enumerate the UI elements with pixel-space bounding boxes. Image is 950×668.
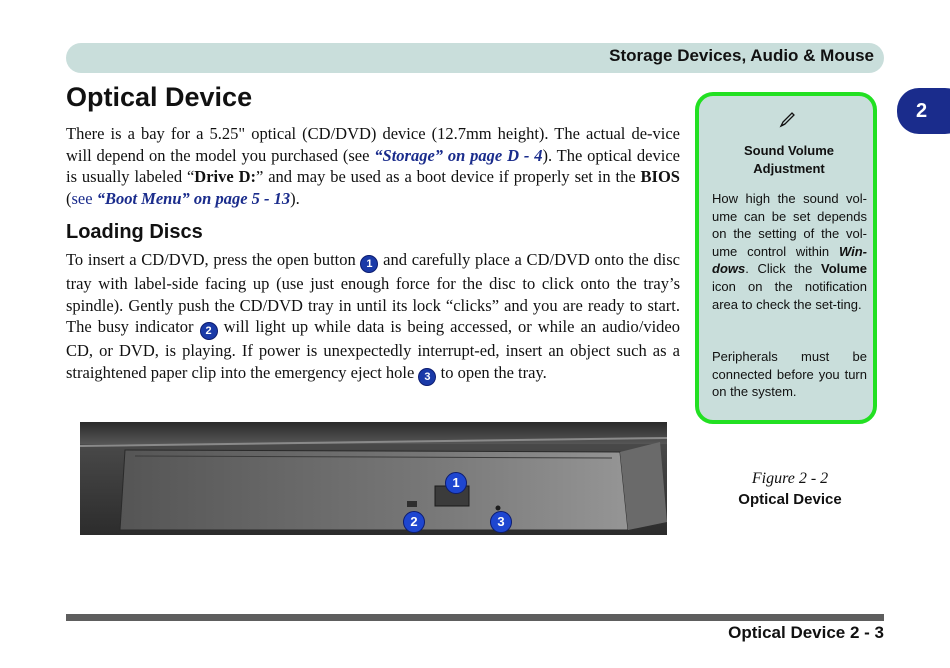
page-title: Optical Device (66, 82, 253, 112)
callout-badge-3: 3 (418, 368, 436, 386)
figure-callout-3: 3 (490, 511, 512, 533)
loading-discs-heading: Loading Discs (66, 221, 203, 243)
figure-callout-2: 2 (403, 511, 425, 533)
pencil-note-icon (777, 110, 797, 130)
sidebar-text-2: Peripherals must be connected before you turn on the system. (712, 349, 867, 400)
figure-caption: Figure 2 - 2 (751, 470, 829, 487)
chapter-number: 2 (916, 100, 928, 122)
callout-badge-2: 2 (200, 322, 218, 340)
footer-page-label: Optical Device 2 - 3 (728, 623, 884, 642)
optical-device-figure (80, 422, 667, 535)
drive-label: Drive D: (194, 167, 256, 186)
figure-callout-1: 1 (445, 472, 467, 494)
section-title: Storage Devices, Audio & Mouse (609, 46, 874, 65)
figure-title: Optical Device (738, 491, 842, 508)
callout-badge-1: 1 (360, 255, 378, 273)
loading-paragraph: To insert a CD/DVD, press the open button 1 and carefully place a CD/DVD onto the disc tray with label-side facing up (use just enough force for the disc to click onto the tray’s spindle). Gently push the CD/DVD tray in until its lock “clicks” and you are ready to start. The busy indicator 2 will light up while data is being accessed, or while an audio/video CD, or DVD, is playing. If power is unexpectedly interrupt-ed, insert an object such as a straightened paper clip into the emergency eject hole 3 to open the tray. (66, 249, 680, 386)
bios-label: BIOS (640, 167, 680, 186)
boot-menu-link[interactable]: “Boot Menu” on page 5 - 13 (96, 188, 291, 208)
storage-link[interactable]: “Storage” on page D - 4 (374, 145, 543, 165)
footer-rule (66, 614, 884, 621)
optical-drive-photo (80, 422, 667, 535)
intro-paragraph: There is a bay for a 5.25" optical (CD/DVD) device (12.7mm height). The actual de-vice will depend on the model you purchased (see “Storage” on page D - 4). The optical device is usually labeled “Drive D:” and may be used as a boot device if properly set in the BIOS (see “Boot Menu” on page 5 - 13). (66, 124, 680, 208)
sidebar-title: Sound Volume Adjustment (743, 143, 835, 176)
sidebar-text-1: How high the sound vol-ume can be set depends on the setting of the vol-ume control within Win-dows. Click the Volume icon on the notification area to check the set-ting. (712, 191, 867, 312)
